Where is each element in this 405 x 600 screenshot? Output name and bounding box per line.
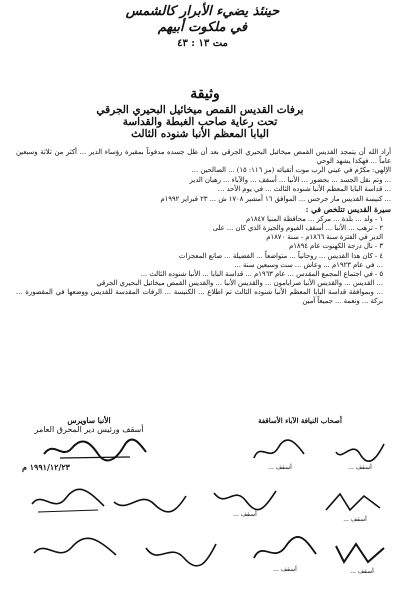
header-motto xyxy=(90,4,315,52)
primary-signature-block xyxy=(14,416,164,434)
document-body xyxy=(16,148,391,306)
list-item: ٤ - كان هذا القديس ... روحانياً ... متواضعاً ... الفضيلة ... صانع المعجزات xyxy=(178,251,383,260)
biography-heading: سيرة القديس تتلخص في : xyxy=(305,204,391,214)
subject-line-3: البابا المعظم الأنبا شنوده الثالث xyxy=(131,128,269,140)
witness-signature xyxy=(210,483,280,518)
biography-list xyxy=(16,215,391,305)
witness-signature xyxy=(330,438,390,471)
witness-label: أسقف ... xyxy=(348,464,372,471)
witness-signature xyxy=(330,538,394,575)
signatory-title: الأنبا ساويرس xyxy=(67,416,111,425)
motto-line-1: حينئذ يضيء الأبرار كالشمس xyxy=(125,4,280,19)
list-item: ... القديس ... والقديس الأنبا صرابامون ... والقديس الأنبا ... والقديس القمص ميخائيل البحيري الجرقي xyxy=(96,278,383,287)
document-title: وثيقة xyxy=(190,86,220,102)
witness-signature xyxy=(30,533,120,565)
witness-label: أسقف ... xyxy=(233,511,257,518)
signatory-office: أسقف ورئيس دير المحرق العامر xyxy=(34,425,144,434)
signatures-section xyxy=(0,408,405,598)
intro-line: ... كنيسة القديس مار جرجس ... الموافق ١٦ أمشير ١٧٠٨ ش ... ٢٣ فبراير ١٩٩٢م xyxy=(160,194,391,203)
document-subject xyxy=(70,104,330,140)
witness-signature xyxy=(140,538,220,568)
witness-signature xyxy=(250,536,320,573)
motto-reference: مت ١٣ : ٤٣ xyxy=(177,38,228,49)
bishops-heading: أصحاب النيافة الآباء الأساقفة xyxy=(258,416,342,425)
list-item: ٣ - نال درجة الكهنوت عام ١٨٩٤م xyxy=(289,242,383,251)
list-item: ... وبموافقة قداسة البابا المعظم الأنبا شنوده الثالث تم اطلاع ... الكنيسة ... الرفات المقدسة للقديس ووضعها في المقصورة ... بركة ... ونعمة ... جميعاً آمين xyxy=(16,287,383,305)
witness-signature xyxy=(320,488,390,523)
list-item: ... في عام ١٩٢٣م ... وعاش ... ست وسبعين سنة ... xyxy=(234,260,383,269)
witness-label: أسقف ... xyxy=(343,516,367,523)
witness-label: أسقف ... xyxy=(268,464,292,471)
witness-signature xyxy=(250,438,310,471)
witness-signature xyxy=(28,486,108,516)
subject-line-2: تحت رعاية صاحب الغبطة والقداسة xyxy=(122,116,278,128)
intro-line: ... وتم نقل الجسد ... بحضور ... الأنبا ... أسقف ... والآباء ... رهبان الدير xyxy=(189,175,391,184)
intro-line: أراد الله أن يتمجد القديس القمص ميخائيل البحيري الجرقي بعد أن ظل جسده مدفوناً بمقبرة رؤساء الدير ... أكثر من ثلاثة وسبعين عاماً ... فهكذا يشهد الوحي xyxy=(16,148,391,165)
witness-signature xyxy=(110,488,190,516)
list-item: الدير في الفترة سنة ١٨٦٦م - سنة ١٨٧٠م xyxy=(266,233,383,242)
intro-line: الإلهي: مكرّم في عيني الرب موت أتقيائه (مز ١١٦: ١٥) ... الصالحين ... xyxy=(191,166,391,175)
intro-line: ... قداسة البابا المعظم الأنبا شنوده الثالث ... في يوم الأحد ... xyxy=(217,185,391,194)
witness-label: أسقف ... xyxy=(273,566,297,573)
list-item: ١ - ولد ... بلدة ... مركز ... محافظة المنيا ١٨٤٧م xyxy=(245,215,383,224)
motto-line-2: في ملكوت أبيهم xyxy=(157,20,248,35)
list-item: ٥ - في اجتماع المجمع المقدس ... عام ١٩٦٣م ... قداسة البابا ... الأنبا شنوده الثالث ... xyxy=(140,269,383,278)
subject-line-1: برفات القديس القمص ميخائيل البحيري الجرقي xyxy=(96,104,304,116)
signature-scribble xyxy=(40,438,150,462)
list-item: ٢ - ترهب ... الأنبا ... أسقف الفيوم والجيزة الذي كان ... على xyxy=(212,224,383,233)
signature-date: ١٩٩١/١٢/٢٣ م xyxy=(22,462,70,472)
witness-label: أسقف ... xyxy=(350,568,374,575)
